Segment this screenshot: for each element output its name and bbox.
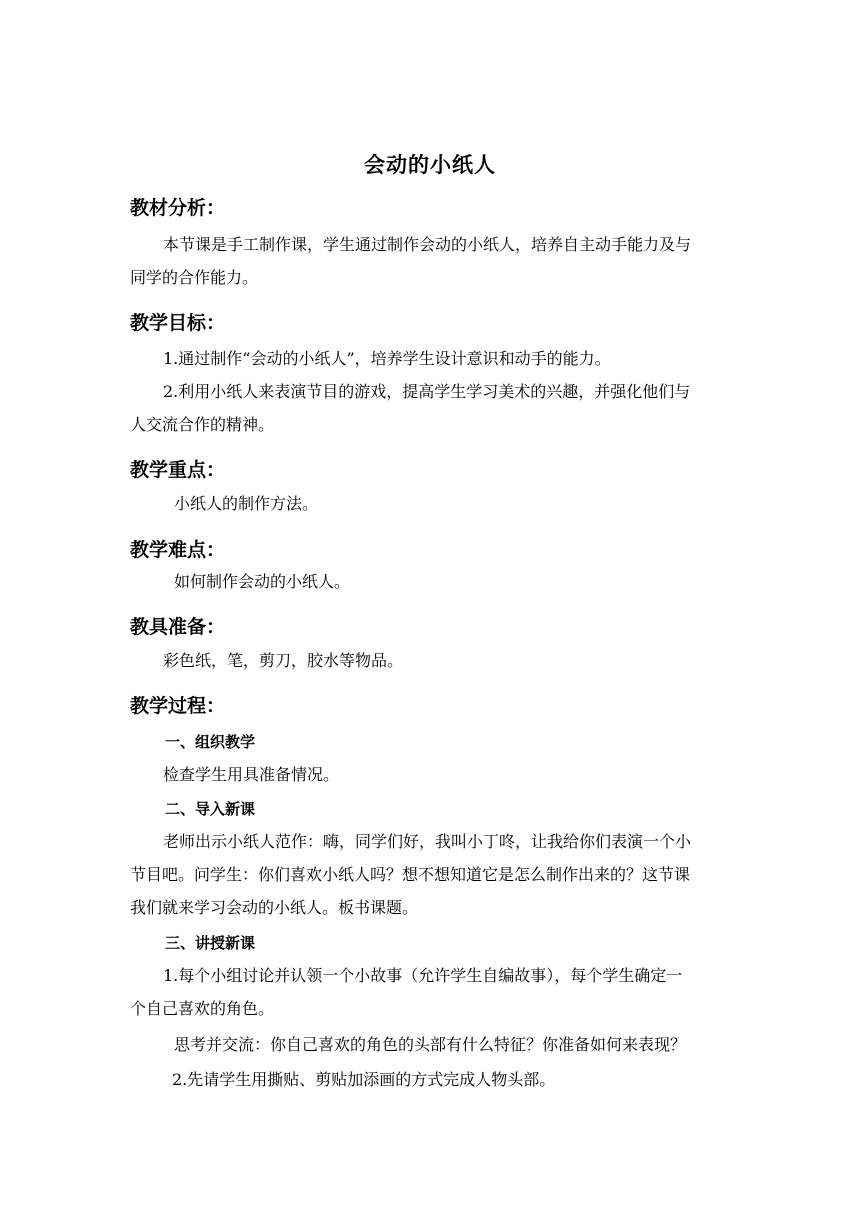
heading-difficulties: 教学难点：	[130, 539, 226, 561]
paragraph-line: 人交流合作的精神。	[130, 415, 275, 434]
paragraph-line: 彩色纸，笔，剪刀，胶水等物品。	[163, 651, 404, 670]
step-title: 二、导入新课	[165, 800, 256, 818]
paragraph-line: 同学的合作能力。	[130, 268, 259, 287]
paragraph-line: 个自己喜欢的角色。	[130, 999, 275, 1018]
paragraph-line: 如何制作会动的小纸人。	[174, 572, 351, 591]
paragraph-line: 本节课是手工制作课，学生通过制作会动的小纸人，培养自主动手能力及与	[163, 235, 692, 254]
paragraph-line: 1.每个小组讨论并认领一个小故事（允许学生自编故事），每个学生确定一	[163, 966, 683, 985]
paragraph-line: 1.通过制作“会动的小纸人”，培养学生设计意识和动手的能力。	[163, 349, 611, 368]
heading-teaching-goals: 教学目标：	[130, 312, 226, 334]
paragraph-line: 小纸人的制作方法。	[174, 494, 319, 513]
heading-material-analysis: 教材分析：	[130, 197, 226, 219]
document-title: 会动的小纸人	[364, 153, 496, 177]
paragraph-line: 我们就来学习会动的小纸人。板书课题。	[130, 898, 419, 917]
paragraph-line: 老师出示小纸人范作：嗨，同学们好，我叫小丁咚，让我给你们表演一个小	[163, 832, 692, 851]
paragraph-line: 思考并交流：你自己喜欢的角色的头部有什么特征？你准备如何来表现？	[174, 1035, 687, 1054]
paragraph-line: 节目吧。问学生：你们喜欢小纸人吗？想不想知道它是怎么制作出来的？这节课	[130, 865, 691, 884]
step-title: 一、组织教学	[165, 733, 256, 751]
paragraph-line: 2.先请学生用撕贴、剪贴加添画的方式完成人物头部。	[172, 1070, 556, 1089]
heading-teaching-aids: 教具准备：	[130, 616, 226, 638]
paragraph-line: 2.利用小纸人来表演节目的游戏，提高学生学习美术的兴趣，并强化他们与	[163, 382, 691, 401]
heading-key-points: 教学重点：	[130, 459, 226, 481]
paragraph-line: 检查学生用具准备情况。	[163, 765, 340, 784]
step-title: 三、讲授新课	[165, 934, 256, 952]
heading-teaching-process: 教学过程：	[130, 695, 226, 717]
